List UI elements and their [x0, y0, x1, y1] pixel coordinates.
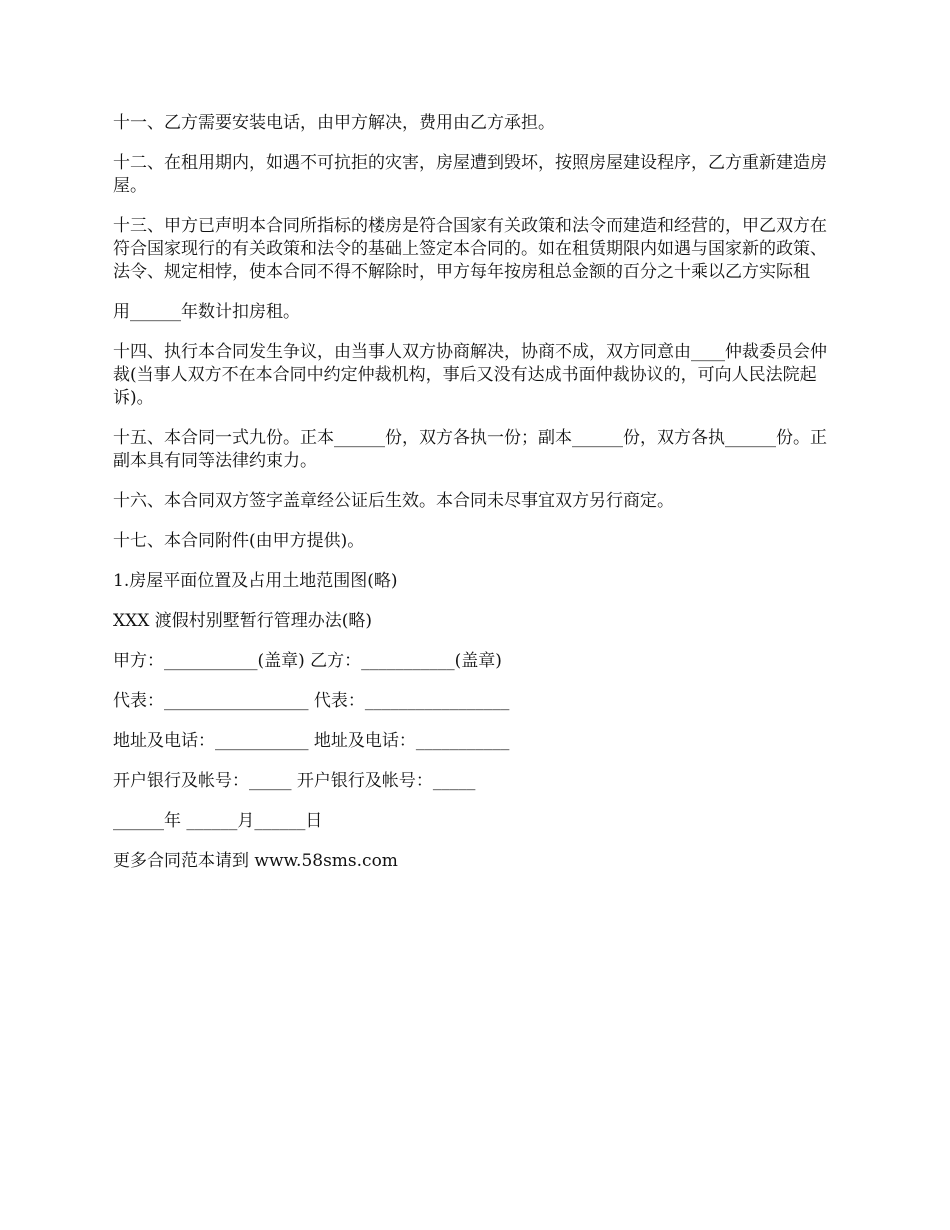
attachment-2: XXX 渡假村别墅暂行管理办法(略) [113, 611, 372, 631]
clause-17: 十七、本合同附件(由甲方提供)。 [113, 531, 365, 551]
footer-more-templates: 更多合同范本请到 www.58sms.com [113, 851, 398, 871]
signature-party-line: 甲方：___________(盖章) 乙方：___________(盖章) [113, 651, 502, 671]
document-body [113, 112, 840, 890]
signature-address-phone-line: 地址及电话：___________ 地址及电话：___________ [113, 731, 510, 751]
signature-bank-account-line: 开户银行及帐号：_____ 开户银行及帐号：_____ [113, 771, 476, 791]
clause-13: 十三、甲方已声明本合同所指标的楼房是符合国家有关政策和法令而建造和经营的，甲乙双方在符合国家现行的有关政策和法令的基础上签定本合同的。如在租赁期限内如遇与国家新的政策、法令、规定相悖，使本合同不得不解除时，甲方每年按房租总金额的百分之十乘以乙方实际租 [113, 216, 827, 282]
attachment-1: 1.房屋平面位置及占用土地范围图(略) [113, 571, 398, 591]
signature-date-line: ______年 ______月______日 [113, 811, 323, 831]
clause-15: 十五、本合同一式九份。正本______份，双方各执一份；副本______份，双方各执______份。正副本具有同等法律约束力。 [113, 428, 827, 471]
clause-12: 十二、在租用期内，如遇不可抗拒的灾害，房屋遭到毁坏，按照房屋建设程序，乙方重新建造房屋。 [113, 153, 827, 196]
signature-representative-line: 代表：_________________ 代表：_________________ [113, 691, 510, 711]
clause-14: 十四、执行本合同发生争议，由当事人双方协商解决，协商不成，双方同意由____仲裁委员会仲裁(当事人双方不在本合同中约定仲裁机构，事后又没有达成书面仲裁协议的，可向人民法院起诉)。 [113, 342, 827, 408]
clause-13-continuation: 用______年数计扣房租。 [113, 302, 300, 322]
clause-11: 十一、乙方需要安装电话，由甲方解决，费用由乙方承担。 [113, 113, 555, 133]
clause-16: 十六、本合同双方签字盖章经公证后生效。本合同未尽事宜双方另行商定。 [113, 491, 674, 511]
